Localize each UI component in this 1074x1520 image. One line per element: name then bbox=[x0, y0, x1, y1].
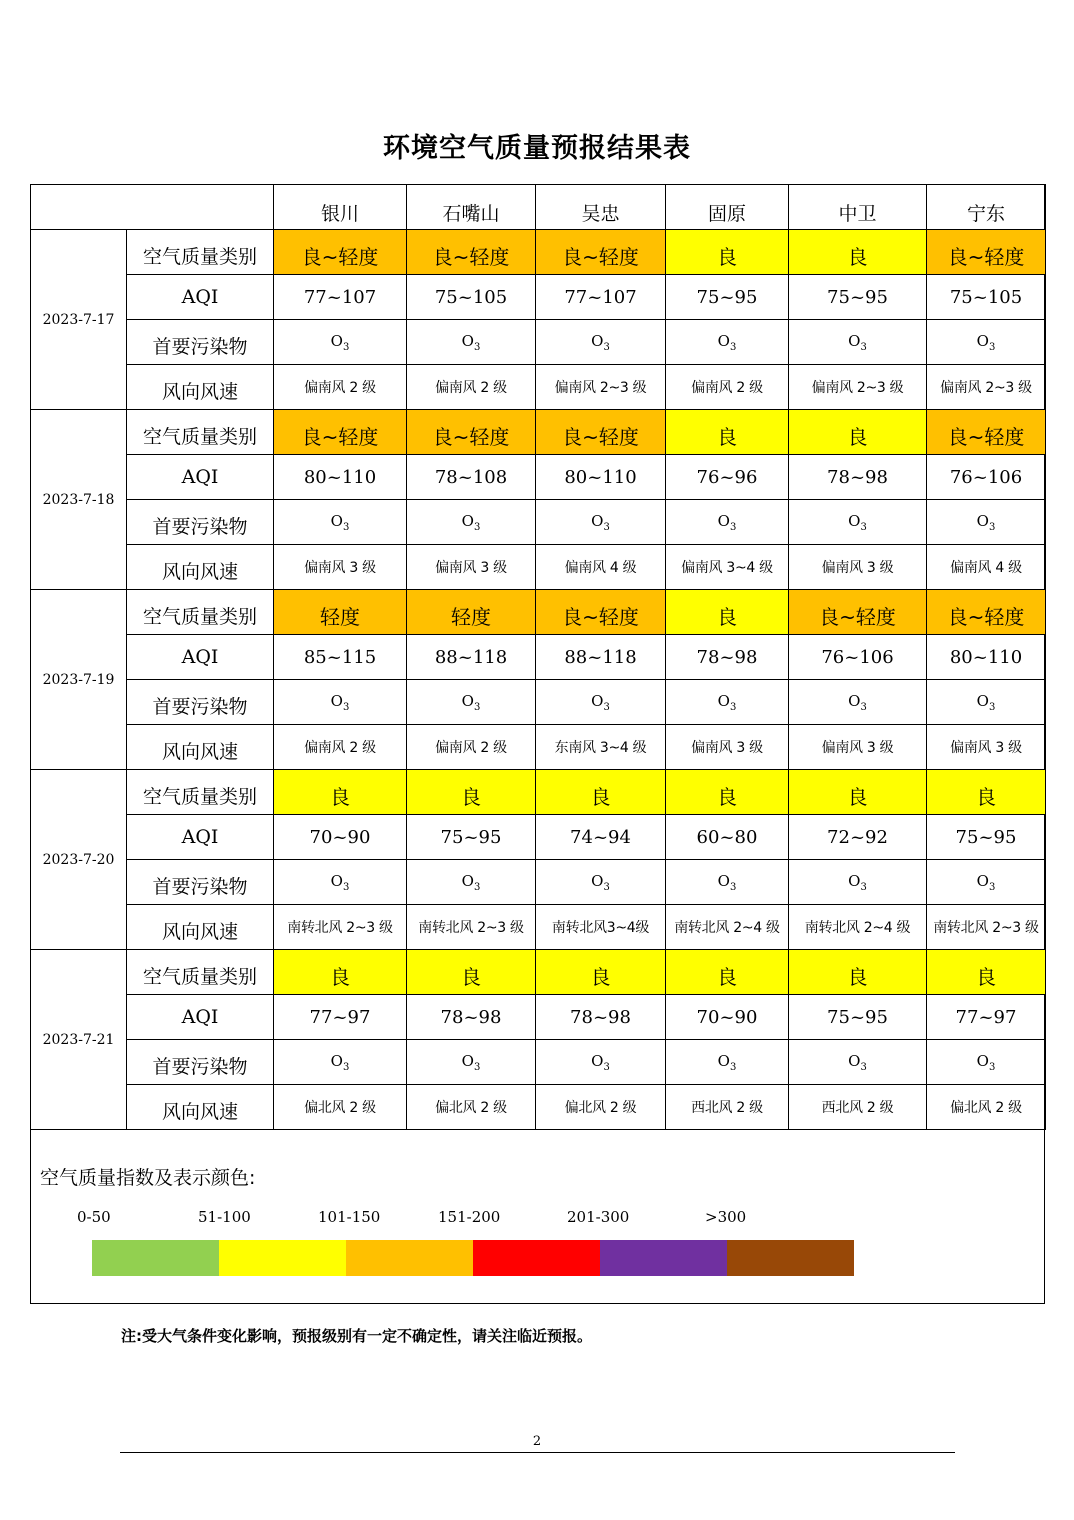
wind-cell: 偏南风 4 级 bbox=[536, 545, 666, 590]
pollutant-row bbox=[31, 500, 1046, 545]
pollutant-subscript: 3 bbox=[860, 701, 867, 713]
category-cell: 良 bbox=[789, 950, 927, 995]
pollutant-subscript: 3 bbox=[729, 1061, 737, 1073]
pollutant-symbol: O bbox=[591, 511, 604, 530]
pollutant-cell bbox=[407, 500, 536, 545]
pollutant-cell bbox=[536, 1040, 666, 1085]
legend-swatch bbox=[346, 1240, 473, 1276]
pollutant-subscript: 3 bbox=[342, 701, 350, 713]
aqi-cell: 75~95 bbox=[789, 275, 927, 320]
category-row bbox=[31, 950, 1046, 995]
forecast-table bbox=[30, 184, 1046, 1130]
pollutant-cell bbox=[927, 500, 1046, 545]
city-header: 银川 bbox=[274, 185, 407, 230]
aqi-cell: 88~118 bbox=[536, 635, 666, 680]
wind-cell: 偏南风 3 级 bbox=[789, 725, 927, 770]
pollutant-row bbox=[31, 1040, 1046, 1085]
pollutant-cell bbox=[407, 860, 536, 905]
aqi-label: AQI bbox=[127, 995, 274, 1040]
category-cell: 良 bbox=[407, 950, 536, 995]
pollutant-symbol: O bbox=[717, 1051, 730, 1070]
category-cell: 良~轻度 bbox=[407, 230, 536, 275]
pollutant-cell bbox=[789, 680, 927, 725]
legend-swatch bbox=[219, 1240, 346, 1276]
category-cell: 良 bbox=[666, 230, 789, 275]
aqi-label: AQI bbox=[127, 635, 274, 680]
pollutant-cell bbox=[536, 680, 666, 725]
pollutant-subscript: 3 bbox=[473, 341, 481, 353]
city-header: 中卫 bbox=[789, 185, 927, 230]
pollutant-symbol: O bbox=[717, 331, 730, 350]
wind-cell: 西北风 2 级 bbox=[666, 1085, 789, 1130]
pollutant-symbol: O bbox=[717, 511, 730, 530]
pollutant-cell bbox=[666, 1040, 789, 1085]
category-cell: 良 bbox=[666, 770, 789, 815]
pollutant-symbol: O bbox=[330, 511, 343, 530]
category-cell: 良 bbox=[666, 950, 789, 995]
pollutant-subscript: 3 bbox=[988, 521, 996, 533]
pollutant-symbol: O bbox=[591, 331, 604, 350]
pollutant-cell bbox=[536, 860, 666, 905]
legend-color-bar bbox=[92, 1240, 854, 1276]
category-cell: 良~轻度 bbox=[789, 590, 927, 635]
aqi-cell: 76~106 bbox=[927, 455, 1046, 500]
legend-title: 空气质量指数及表示颜色: bbox=[40, 1167, 256, 1189]
aqi-row bbox=[31, 275, 1046, 320]
pollutant-subscript: 3 bbox=[603, 1061, 610, 1073]
wind-cell: 南转北风3~4级 bbox=[536, 905, 666, 950]
wind-label: 风向风速 bbox=[127, 545, 274, 590]
pollutant-subscript: 3 bbox=[729, 521, 737, 533]
category-cell: 良~轻度 bbox=[274, 230, 407, 275]
category-cell: 良~轻度 bbox=[927, 230, 1046, 275]
pollutant-cell bbox=[274, 680, 407, 725]
pollutant-symbol: O bbox=[330, 691, 343, 710]
pollutant-symbol: O bbox=[976, 871, 989, 890]
forecast-table-body bbox=[31, 185, 1046, 1130]
legend-range-label: 151-200 bbox=[438, 1208, 501, 1226]
category-cell: 良 bbox=[789, 410, 927, 455]
wind-label: 风向风速 bbox=[127, 725, 274, 770]
pollutant-subscript: 3 bbox=[729, 341, 737, 353]
pollutant-symbol: O bbox=[461, 691, 474, 710]
wind-cell: 偏南风 3 级 bbox=[927, 725, 1046, 770]
category-cell: 良 bbox=[274, 950, 407, 995]
pollutant-symbol: O bbox=[330, 1051, 343, 1070]
aqi-cell: 78~108 bbox=[407, 455, 536, 500]
wind-cell: 偏北风 2 级 bbox=[274, 1085, 407, 1130]
aqi-cell: 76~106 bbox=[789, 635, 927, 680]
pollutant-symbol: O bbox=[461, 331, 474, 350]
aqi-cell: 75~95 bbox=[407, 815, 536, 860]
wind-cell: 偏南风 2 级 bbox=[274, 365, 407, 410]
aqi-cell: 77~107 bbox=[536, 275, 666, 320]
wind-cell: 南转北风 2~3 级 bbox=[407, 905, 536, 950]
wind-row bbox=[31, 905, 1046, 950]
aqi-cell: 78~98 bbox=[536, 995, 666, 1040]
aqi-cell: 70~90 bbox=[274, 815, 407, 860]
legend-swatch bbox=[92, 1240, 219, 1276]
pollutant-symbol: O bbox=[461, 871, 474, 890]
pollutant-label: 首要污染物 bbox=[127, 500, 274, 545]
pollutant-symbol: O bbox=[848, 691, 861, 710]
pollutant-subscript: 3 bbox=[342, 521, 350, 533]
category-row bbox=[31, 230, 1046, 275]
pollutant-symbol: O bbox=[976, 1051, 989, 1070]
pollutant-cell bbox=[927, 860, 1046, 905]
date-cell: 2023-7-21 bbox=[31, 950, 127, 1130]
wind-row bbox=[31, 545, 1046, 590]
wind-cell: 南转北风 2~3 级 bbox=[274, 905, 407, 950]
aqi-cell: 75~105 bbox=[927, 275, 1046, 320]
category-label: 空气质量类别 bbox=[127, 590, 274, 635]
category-label: 空气质量类别 bbox=[127, 230, 274, 275]
pollutant-subscript: 3 bbox=[603, 341, 610, 353]
pollutant-symbol: O bbox=[848, 511, 861, 530]
wind-cell: 东南风 3~4 级 bbox=[536, 725, 666, 770]
aqi-cell: 80~110 bbox=[927, 635, 1046, 680]
legend-swatch bbox=[727, 1240, 854, 1276]
city-header: 石嘴山 bbox=[407, 185, 536, 230]
category-cell: 良 bbox=[666, 410, 789, 455]
wind-cell: 偏南风 2 级 bbox=[666, 365, 789, 410]
pollutant-cell bbox=[666, 500, 789, 545]
pollutant-symbol: O bbox=[461, 511, 474, 530]
legend-range-label: 51-100 bbox=[198, 1208, 251, 1226]
pollutant-label: 首要污染物 bbox=[127, 320, 274, 365]
pollutant-cell bbox=[407, 320, 536, 365]
category-cell: 良~轻度 bbox=[536, 410, 666, 455]
page-title: 环境空气质量预报结果表 bbox=[383, 133, 691, 164]
pollutant-cell bbox=[666, 680, 789, 725]
legend-range-label: 101-150 bbox=[318, 1208, 381, 1226]
category-label: 空气质量类别 bbox=[127, 770, 274, 815]
pollutant-subscript: 3 bbox=[473, 881, 481, 893]
pollutant-cell bbox=[407, 1040, 536, 1085]
aqi-cell: 75~95 bbox=[789, 995, 927, 1040]
aqi-cell: 80~110 bbox=[536, 455, 666, 500]
legend-range-label: >300 bbox=[705, 1208, 747, 1226]
category-label: 空气质量类别 bbox=[127, 950, 274, 995]
pollutant-cell bbox=[789, 320, 927, 365]
pollutant-subscript: 3 bbox=[603, 881, 610, 893]
pollutant-cell bbox=[789, 860, 927, 905]
pollutant-cell bbox=[666, 320, 789, 365]
aqi-cell: 77~97 bbox=[274, 995, 407, 1040]
pollutant-symbol: O bbox=[976, 331, 989, 350]
wind-cell: 南转北风 2~4 级 bbox=[789, 905, 927, 950]
legend-range-label: 0-50 bbox=[77, 1208, 111, 1226]
wind-cell: 偏南风 2~3 级 bbox=[927, 365, 1046, 410]
pollutant-cell bbox=[536, 500, 666, 545]
wind-label: 风向风速 bbox=[127, 1085, 274, 1130]
category-cell: 良~轻度 bbox=[407, 410, 536, 455]
wind-cell: 南转北风 2~4 级 bbox=[666, 905, 789, 950]
category-cell: 良~轻度 bbox=[536, 230, 666, 275]
aqi-cell: 75~95 bbox=[666, 275, 789, 320]
pollutant-subscript: 3 bbox=[342, 1061, 350, 1073]
pollutant-cell bbox=[927, 680, 1046, 725]
pollutant-cell bbox=[407, 680, 536, 725]
pollutant-symbol: O bbox=[591, 871, 604, 890]
wind-row bbox=[31, 1085, 1046, 1130]
category-cell: 良 bbox=[407, 770, 536, 815]
pollutant-subscript: 3 bbox=[860, 521, 867, 533]
footer-rule bbox=[120, 1452, 955, 1453]
pollutant-cell bbox=[274, 320, 407, 365]
pollutant-subscript: 3 bbox=[988, 701, 996, 713]
city-header: 吴忠 bbox=[536, 185, 666, 230]
pollutant-cell bbox=[927, 1040, 1046, 1085]
wind-cell: 偏南风 3 级 bbox=[407, 545, 536, 590]
pollutant-subscript: 3 bbox=[729, 881, 737, 893]
wind-cell: 偏南风 3 级 bbox=[666, 725, 789, 770]
aqi-cell: 60~80 bbox=[666, 815, 789, 860]
header-corner-cell bbox=[31, 185, 274, 230]
aqi-row bbox=[31, 995, 1046, 1040]
aqi-cell: 74~94 bbox=[536, 815, 666, 860]
category-cell: 良 bbox=[536, 950, 666, 995]
category-row bbox=[31, 590, 1046, 635]
wind-row bbox=[31, 725, 1046, 770]
pollutant-symbol: O bbox=[717, 871, 730, 890]
wind-cell: 偏北风 2 级 bbox=[407, 1085, 536, 1130]
date-cell: 2023-7-17 bbox=[31, 230, 127, 410]
aqi-cell: 75~95 bbox=[927, 815, 1046, 860]
wind-label: 风向风速 bbox=[127, 365, 274, 410]
aqi-label: AQI bbox=[127, 275, 274, 320]
pollutant-symbol: O bbox=[976, 691, 989, 710]
category-cell: 轻度 bbox=[274, 590, 407, 635]
aqi-cell: 75~105 bbox=[407, 275, 536, 320]
aqi-label: AQI bbox=[127, 815, 274, 860]
wind-cell: 西北风 2 级 bbox=[789, 1085, 927, 1130]
aqi-cell: 80~110 bbox=[274, 455, 407, 500]
pollutant-subscript: 3 bbox=[603, 701, 610, 713]
pollutant-subscript: 3 bbox=[473, 1061, 481, 1073]
category-cell: 良~轻度 bbox=[927, 590, 1046, 635]
aqi-cell: 88~118 bbox=[407, 635, 536, 680]
legend-range-label: 201-300 bbox=[567, 1208, 630, 1226]
pollutant-subscript: 3 bbox=[342, 341, 350, 353]
date-cell: 2023-7-18 bbox=[31, 410, 127, 590]
date-cell: 2023-7-19 bbox=[31, 590, 127, 770]
category-cell: 良 bbox=[536, 770, 666, 815]
pollutant-cell bbox=[274, 500, 407, 545]
pollutant-row bbox=[31, 860, 1046, 905]
category-row bbox=[31, 770, 1046, 815]
pollutant-label: 首要污染物 bbox=[127, 860, 274, 905]
aqi-row bbox=[31, 815, 1046, 860]
pollutant-subscript: 3 bbox=[988, 341, 996, 353]
pollutant-cell bbox=[927, 320, 1046, 365]
pollutant-row bbox=[31, 320, 1046, 365]
pollutant-cell bbox=[274, 1040, 407, 1085]
pollutant-subscript: 3 bbox=[860, 1061, 867, 1073]
pollutant-cell bbox=[789, 1040, 927, 1085]
aqi-cell: 77~107 bbox=[274, 275, 407, 320]
category-cell: 良~轻度 bbox=[274, 410, 407, 455]
wind-cell: 偏南风 2~3 级 bbox=[536, 365, 666, 410]
category-cell: 良 bbox=[927, 770, 1046, 815]
aqi-row bbox=[31, 635, 1046, 680]
pollutant-cell bbox=[274, 860, 407, 905]
wind-cell: 偏南风 3 级 bbox=[789, 545, 927, 590]
category-row bbox=[31, 410, 1046, 455]
category-cell: 良~轻度 bbox=[927, 410, 1046, 455]
pollutant-symbol: O bbox=[848, 1051, 861, 1070]
aqi-cell: 77~97 bbox=[927, 995, 1046, 1040]
category-cell: 良 bbox=[789, 230, 927, 275]
date-cell: 2023-7-20 bbox=[31, 770, 127, 950]
wind-cell: 偏南风 4 级 bbox=[927, 545, 1046, 590]
aqi-cell: 85~115 bbox=[274, 635, 407, 680]
legend-swatch bbox=[473, 1240, 600, 1276]
category-cell: 轻度 bbox=[407, 590, 536, 635]
pollutant-symbol: O bbox=[461, 1051, 474, 1070]
aqi-cell: 70~90 bbox=[666, 995, 789, 1040]
category-label: 空气质量类别 bbox=[127, 410, 274, 455]
footnote: 注:受大气条件变化影响，预报级别有一定不确定性，请关注临近预报。 bbox=[121, 1327, 593, 1345]
pollutant-cell bbox=[789, 500, 927, 545]
wind-row bbox=[31, 365, 1046, 410]
pollutant-subscript: 3 bbox=[603, 521, 610, 533]
category-cell: 良 bbox=[927, 950, 1046, 995]
pollutant-cell bbox=[536, 320, 666, 365]
pollutant-label: 首要污染物 bbox=[127, 680, 274, 725]
wind-cell: 偏南风 2 级 bbox=[274, 725, 407, 770]
aqi-cell: 78~98 bbox=[789, 455, 927, 500]
pollutant-subscript: 3 bbox=[342, 881, 350, 893]
pollutant-subscript: 3 bbox=[988, 881, 996, 893]
city-header: 宁东 bbox=[927, 185, 1046, 230]
city-header: 固原 bbox=[666, 185, 789, 230]
wind-cell: 偏南风 3~4 级 bbox=[666, 545, 789, 590]
pollutant-subscript: 3 bbox=[988, 1061, 996, 1073]
pollutant-symbol: O bbox=[330, 331, 343, 350]
pollutant-subscript: 3 bbox=[473, 521, 481, 533]
legend-swatch bbox=[600, 1240, 727, 1276]
pollutant-label: 首要污染物 bbox=[127, 1040, 274, 1085]
wind-cell: 偏南风 2~3 级 bbox=[789, 365, 927, 410]
aqi-cell: 78~98 bbox=[666, 635, 789, 680]
pollutant-subscript: 3 bbox=[860, 341, 867, 353]
pollutant-symbol: O bbox=[976, 511, 989, 530]
category-cell: 良 bbox=[274, 770, 407, 815]
wind-cell: 偏北风 2 级 bbox=[927, 1085, 1046, 1130]
pollutant-symbol: O bbox=[717, 691, 730, 710]
aqi-cell: 72~92 bbox=[789, 815, 927, 860]
header-row bbox=[31, 185, 1046, 230]
pollutant-symbol: O bbox=[591, 691, 604, 710]
aqi-cell: 76~96 bbox=[666, 455, 789, 500]
pollutant-cell bbox=[666, 860, 789, 905]
pollutant-symbol: O bbox=[848, 871, 861, 890]
wind-cell: 偏南风 2 级 bbox=[407, 365, 536, 410]
pollutant-symbol: O bbox=[330, 871, 343, 890]
wind-cell: 南转北风 2~3 级 bbox=[927, 905, 1046, 950]
aqi-row bbox=[31, 455, 1046, 500]
category-cell: 良~轻度 bbox=[536, 590, 666, 635]
wind-cell: 偏北风 2 级 bbox=[536, 1085, 666, 1130]
pollutant-subscript: 3 bbox=[729, 701, 737, 713]
wind-cell: 偏南风 2 级 bbox=[407, 725, 536, 770]
wind-label: 风向风速 bbox=[127, 905, 274, 950]
page-number: 2 bbox=[532, 1434, 542, 1449]
aqi-cell: 78~98 bbox=[407, 995, 536, 1040]
wind-cell: 偏南风 3 级 bbox=[274, 545, 407, 590]
category-cell: 良 bbox=[789, 770, 927, 815]
pollutant-subscript: 3 bbox=[473, 701, 481, 713]
aqi-label: AQI bbox=[127, 455, 274, 500]
pollutant-symbol: O bbox=[848, 331, 861, 350]
pollutant-row bbox=[31, 680, 1046, 725]
pollutant-symbol: O bbox=[591, 1051, 604, 1070]
pollutant-subscript: 3 bbox=[860, 881, 867, 893]
category-cell: 良 bbox=[666, 590, 789, 635]
